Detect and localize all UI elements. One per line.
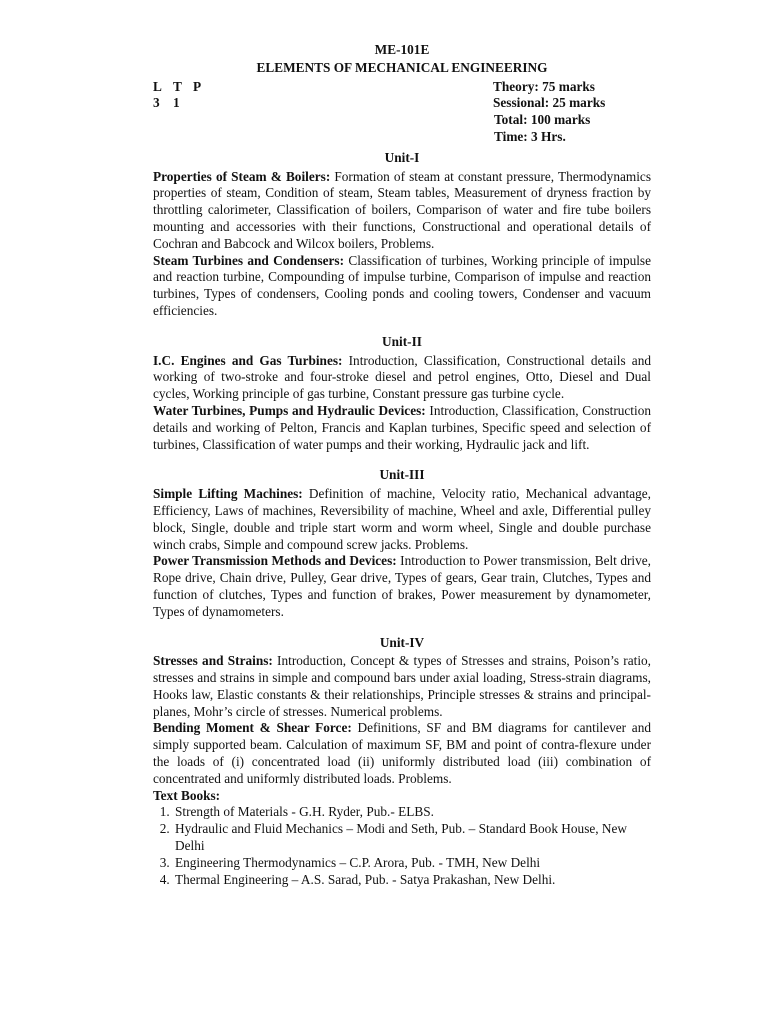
ltp-label-t: T	[173, 78, 182, 94]
topic-text: Definition of machine, Velocity ratio, Mechanical advantage, Efficiency, Laws of machines, Reversibility of machine, Wheel and axle, Differential pulley block, Single, double and triple start worm and worm wheel, Single and double purchase winch crabs, Simple and compound screw jacks. Problems.	[153, 486, 651, 552]
theory-marks: Theory: 75 marks	[493, 78, 595, 94]
topic-text: Definitions, SF and BM diagrams for cantilever and simply supported beam. Calculation of maximum SF, BM and point of contra-flexure under the loads of (i) concentrated load (ii) uniformly distributed load (iii) combination of concentrated and uniformly distributed loads. Problems.	[153, 720, 651, 786]
course-code: ME-101E	[374, 42, 430, 57]
topic-paragraph	[153, 720, 651, 787]
topic-paragraph	[153, 403, 651, 453]
topic-paragraph	[153, 169, 651, 253]
sessional-marks: Sessional: 25 marks	[493, 95, 606, 111]
list-item: 4. Thermal Engineering – A.S. Sarad, Pub. - Satya Prakashan, New Delhi.	[173, 872, 651, 889]
topic-title: Simple Lifting Machines:	[153, 486, 303, 502]
unit-heading: Unit-I	[384, 149, 420, 165]
topic-title: Stresses and Strains:	[153, 653, 273, 669]
ltp-labels	[153, 79, 213, 96]
topic-title: Power Transmission Methods and Devices:	[153, 553, 397, 569]
ltp-value-t: 1	[173, 95, 180, 111]
total-row	[153, 112, 651, 129]
syllabus-document	[153, 42, 651, 888]
topic-text: Introduction to Power transmission, Belt drive, Rope drive, Chain drive, Pulley, Gear drive, Types of gears, Gear train, Clutches, Types and function of clutches, Types and function of brakes, Power measurement by dynamometer, Types of dynamometers.	[153, 553, 651, 619]
topic-text: Formation of steam at constant pressure, Thermodynamics properties of steam, Condition of steam, Steam tables, Measurement of dryness fraction by throttling calorimeter, Classification of boilers, Comparison of water and fire tube boilers mounting and accessories with their functions, Constructional and operational details of Cochran and Babcock and Wilcox boilers, Problems.	[153, 168, 651, 251]
topic-title: Water Turbines, Pumps and Hydraulic Devices:	[153, 402, 426, 418]
topic-paragraph	[153, 653, 651, 720]
topic-title: Steam Turbines and Condensers:	[153, 252, 345, 268]
topic-title: Bending Moment & Shear Force:	[153, 720, 352, 736]
text-books-list	[153, 804, 651, 888]
topic-paragraph	[153, 486, 651, 553]
exam-time: Time: 3 Hrs.	[494, 128, 566, 144]
text-books-heading: Text Books:	[153, 787, 221, 803]
topic-text: Classification of turbines, Working principle of impulse and reaction turbine, Compounding of impulse turbine, Comparison of impulse and reaction turbines, Types of condensers, Cooling ponds and cooling towers, Condenser and vacuum efficiencies.	[153, 252, 652, 318]
unit-heading: Unit-IV	[379, 634, 425, 650]
ltp-label-l: L	[153, 78, 162, 94]
topic-paragraph	[153, 253, 651, 320]
topic-text: Introduction, Classification, Constructional details and working of two-stroke and four-stroke diesel and petrol engines, Otto, Diesel and Dual cycles, Working principle of gas turbine, Constant pressure gas turbine cycle.	[153, 352, 651, 402]
topic-text: Introduction, Concept & types of Stresses and strains, Poison’s ratio, stresses and strains in simple and compound bars under axial loading, Stress-strain diagrams, Hooks law, Elastic constants & their relationships, Principle stresses & strains and principal- planes, Mohr’s circle of stresses. Numerical problems.	[153, 653, 651, 719]
list-item: 1. Strength of Materials - G.H. Ryder, Pub.- ELBS.	[173, 804, 651, 821]
unit-heading: Unit-III	[379, 467, 425, 483]
ltp-row	[153, 79, 651, 96]
ltp-value-l: 3	[153, 95, 160, 111]
unit-heading: Unit-II	[382, 333, 422, 349]
total-marks: Total: 100 marks	[494, 112, 591, 128]
topic-paragraph	[153, 353, 651, 403]
course-title: ELEMENTS OF MECHANICAL ENGINEERING	[256, 59, 548, 75]
topic-title: I.C. Engines and Gas Turbines:	[153, 352, 343, 368]
topic-text: Introduction, Classification, Construction details and working of Pelton, Francis and Kaplan turbines, Specific speed and selection of turbines, Classification of water pumps and their working, Hydraulic jack and lift.	[153, 402, 651, 452]
ltp-label-p: P	[193, 78, 202, 94]
ltp-values-row	[153, 95, 651, 112]
topic-paragraph	[153, 553, 651, 620]
time-row	[153, 129, 651, 146]
topic-title: Properties of Steam & Boilers:	[153, 168, 331, 184]
list-item: 2. Hydraulic and Fluid Mechanics – Modi and Seth, Pub. – Standard Book House, New Delhi	[173, 821, 651, 855]
ltp-values	[153, 95, 193, 112]
list-item: 3. Engineering Thermodynamics – C.P. Arora, Pub. - TMH, New Delhi	[173, 855, 651, 872]
